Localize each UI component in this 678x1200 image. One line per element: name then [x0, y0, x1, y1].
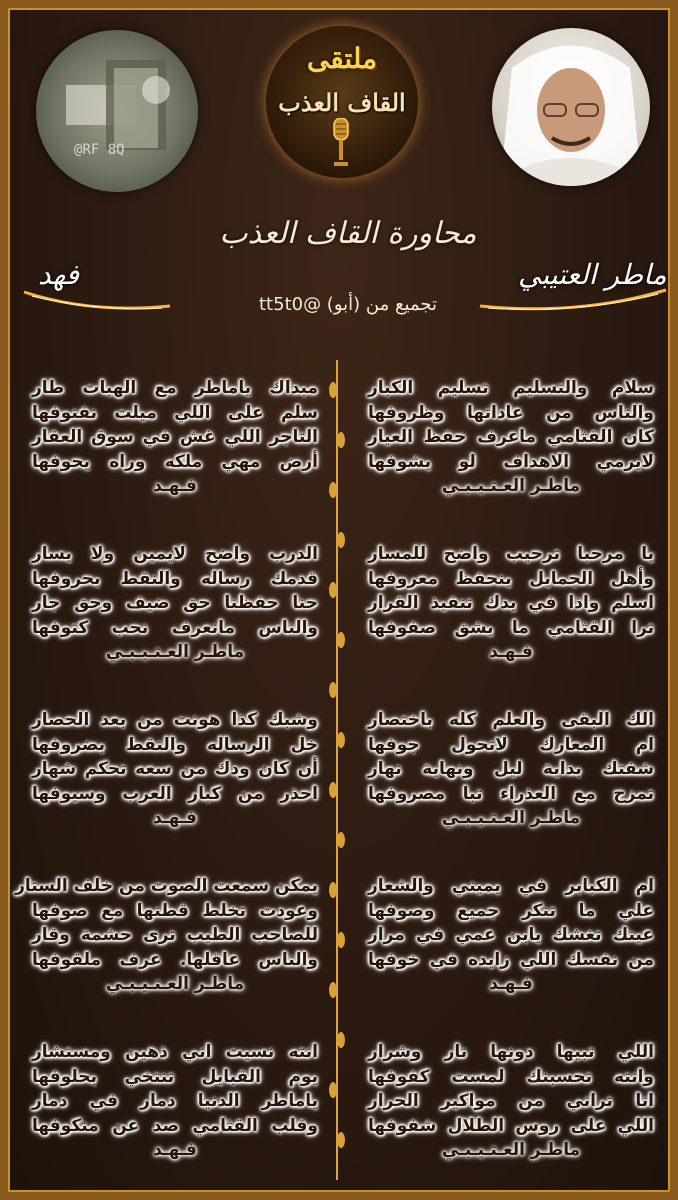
verse-line: والناس مانعرف نحب كتوفها: [32, 617, 318, 638]
stanza: [15, 874, 318, 1040]
verse-line: يوم القبايل تنتخي بحلوفها: [32, 1066, 318, 1087]
verse-line: ام الكبابر في يميني والشعار: [368, 876, 654, 896]
verse-line: وقلب القثامي صد عن منكوفها: [32, 1115, 318, 1136]
photo-placeholder-icon: [36, 30, 198, 192]
verse-line: اللي تبيها دونها نار وشرار: [368, 1042, 654, 1062]
verse-line: عينك تغشك يابن عمي في مرار: [368, 925, 654, 945]
poem-column-left: [15, 376, 318, 1200]
logo-title: ملتقى: [306, 42, 378, 75]
verse-line: سلم على اللي ميلت نفنوفها: [32, 402, 318, 423]
verse-line: كان القثامي ماعرف حفظ العيار: [368, 427, 654, 447]
verse-line: علي ما تنكر جميع وصوفها: [368, 900, 654, 921]
verse-line: احذر من كبار العرب وسيوفها: [32, 783, 318, 804]
verse-line: التاجر اللي غش في سوق العقار: [32, 427, 318, 447]
stanza-signature: ماطـر العـتـيـبـي: [105, 974, 245, 994]
verse-line: حنا حفظنا حق ضيف وحق جار: [32, 593, 318, 613]
verse-line: انا تراني من مواكير الحرار: [368, 1091, 654, 1111]
verse-line: الك البقى والعلم كله باختصار: [368, 710, 654, 730]
stanza-signature: ماطـر العـتـيـبـي: [441, 1140, 581, 1160]
stanza: [32, 376, 318, 542]
verse-line: قدمك رساله والنقط بحروفها: [32, 568, 318, 589]
person-icon: [492, 28, 650, 186]
stanza: [32, 542, 318, 708]
verse-line: أرض مهي ملكه وراه يحوفها: [32, 451, 318, 472]
poet-left-avatar: [36, 30, 198, 192]
flame-swoosh-icon: [478, 286, 668, 316]
verse-line: الدرب واضح لايمين ولا يسار: [32, 544, 318, 564]
stanza: [368, 1040, 654, 1200]
forum-logo: [266, 26, 418, 178]
verse-line: والناس عاقلها. عرف ملقوفها: [32, 949, 318, 970]
stanza: [32, 1040, 318, 1200]
stanza: [368, 874, 654, 1040]
stanza-signature: فـهـد: [153, 476, 197, 496]
verse-line: من نفسك اللي زايده في خوفها: [368, 949, 654, 970]
verse-line: للصاحب الطيب ترى حشمة وقار: [32, 925, 318, 945]
poet-left-name: فهد: [38, 258, 79, 291]
verse-line: وأهل الجمايل ينحفظ معروفها: [368, 568, 654, 589]
stanza: [32, 708, 318, 874]
verse-line: خل الرساله والنقط بضروفها: [32, 734, 318, 755]
stanza-signature: ماطـر العـتـيـبـي: [105, 642, 245, 662]
stanza-signature: ماطـر العـتـيـبـي: [441, 808, 581, 828]
verse-line: انته نسيت اني ذهين ومستشار: [32, 1042, 318, 1062]
verse-line: والناس من عاداتها وظروفها: [368, 402, 654, 423]
page-title: محاورة القاف العذب: [219, 216, 477, 251]
stanza: [368, 708, 654, 874]
page-subtitle: تجميع من (أبو) @tt5t0: [259, 294, 437, 315]
verse-line: ترا القثامي ما يشق صفوفها: [368, 617, 654, 638]
verse-line: لايرمي الاهداف لو يشوفها: [368, 451, 654, 472]
poem-column-right: [368, 376, 654, 1200]
avatar-watermark: RF 8Q@: [74, 142, 125, 158]
stanza: [368, 376, 654, 542]
verse-line: مبداك ياماطر مع الهبات طار: [32, 378, 318, 398]
verse-line: ياماطر الدنيا دمار في دمار: [32, 1091, 318, 1111]
verse-line: يمكن سمعت الصوت من خلف الستار: [15, 876, 318, 896]
stanza-signature: فـهـد: [489, 974, 533, 994]
verse-line: يا مرحبا ترحيب واضح للمسار: [368, 544, 654, 564]
stanza-signature: فـهـد: [153, 1140, 197, 1160]
flame-swoosh-icon: [22, 286, 172, 316]
verse-line: اسلم واذا في يدك تنفيذ القرار: [368, 593, 654, 613]
logo-subtitle: القاف العذب: [278, 88, 406, 117]
verse-line: ام المعارك لاتحول جوفها: [368, 734, 654, 755]
verse-line: تمزح مع العذراء تبا مصروفها: [368, 783, 654, 804]
vine-divider-icon: [327, 360, 347, 1180]
verse-line: وعودت تخلط قطنها مع صوفها: [32, 900, 318, 921]
verse-line: وشبك كذا هونت من بعد الحصار: [32, 710, 318, 730]
verse-line: أن كان ودك من سعه تحكم شهار: [32, 759, 318, 779]
stanza-signature: ماطـر العـتـيـبـي: [441, 476, 581, 496]
stanza: [368, 542, 654, 708]
verse-line: وانته تحسبنك لمست كفوفها: [368, 1066, 654, 1087]
stanza-signature: فـهـد: [489, 642, 533, 662]
verse-line: شفتك بداية ليل ونهاية نهار: [368, 759, 654, 779]
poet-right-name: ماطر العتيبي: [518, 258, 667, 291]
microphone-icon: [330, 118, 352, 170]
verse-line: اللي على روس الطلال شفوفها: [368, 1115, 654, 1136]
verse-line: سلام والتسليم تسليم الكبار: [368, 378, 654, 398]
stanza-signature: فـهـد: [153, 808, 197, 828]
poet-right-avatar: [492, 28, 650, 186]
